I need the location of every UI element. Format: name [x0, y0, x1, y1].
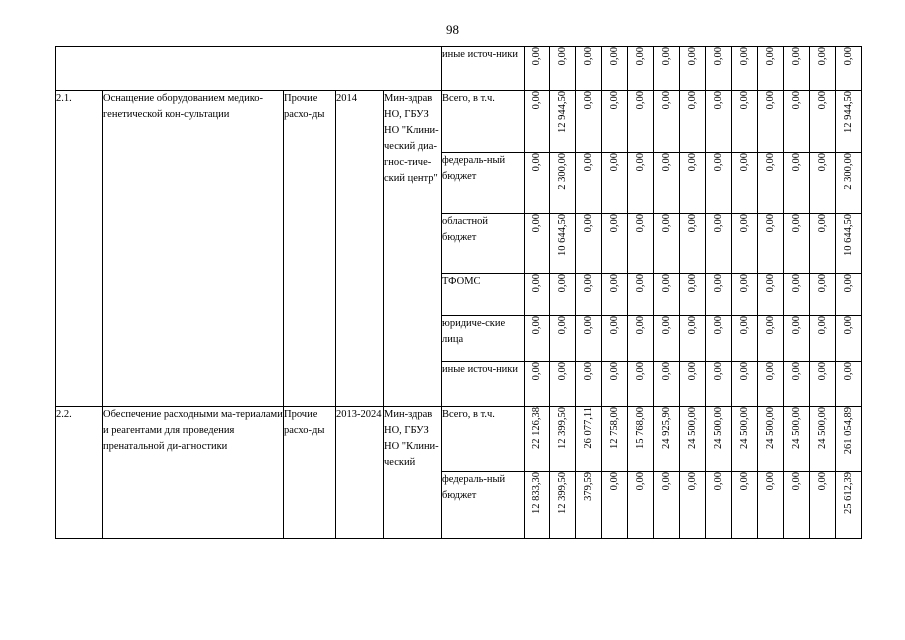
amount-cell	[732, 316, 758, 362]
amount-cell	[758, 316, 784, 362]
amount-cell	[602, 153, 628, 214]
amount-value: 0,00	[686, 472, 698, 491]
amount-cell	[576, 47, 602, 91]
table-row	[56, 91, 862, 153]
amount-cell	[602, 407, 628, 472]
amount-value: 0,00	[608, 362, 620, 381]
amount-value: 0,00	[608, 316, 620, 335]
amount-value: 0,00	[582, 47, 594, 66]
amount-cell	[784, 362, 810, 407]
amount-cell	[706, 153, 732, 214]
amount-value: 0,00	[582, 91, 594, 110]
amount-value: 0,00	[712, 274, 724, 293]
amount-value: 0,00	[712, 153, 724, 172]
amount-cell	[706, 362, 732, 407]
amount-cell	[550, 362, 576, 407]
funding-source: иные источ-ники	[442, 47, 525, 91]
amount-value: 24 500,00	[764, 407, 776, 449]
item-name: Оснащение оборудованием медико-генетической кон-сультации	[103, 91, 284, 407]
amount-value: 0,00	[686, 214, 698, 233]
amount-cell	[654, 362, 680, 407]
amount-cell	[654, 472, 680, 539]
amount-cell	[810, 407, 836, 472]
funding-source: федераль-ный бюджет	[442, 153, 525, 214]
amount-cell	[758, 47, 784, 91]
amount-value: 0,00	[634, 153, 646, 172]
amount-cell	[525, 153, 550, 214]
amount-value: 12 944,50	[556, 91, 568, 133]
amount-value: 0,00	[816, 47, 828, 66]
amount-cell	[654, 316, 680, 362]
amount-cell	[654, 47, 680, 91]
amount-value: 0,00	[816, 472, 828, 491]
amount-cell	[525, 407, 550, 472]
amount-value: 0,00	[738, 274, 750, 293]
amount-cell	[550, 153, 576, 214]
amount-value: 0,00	[816, 91, 828, 110]
amount-cell	[836, 47, 862, 91]
amount-cell	[706, 472, 732, 539]
amount-cell	[602, 274, 628, 316]
amount-value: 0,00	[842, 316, 854, 335]
amount-cell	[576, 472, 602, 539]
amount-cell	[550, 472, 576, 539]
amount-value: 0,00	[634, 472, 646, 491]
amount-cell	[836, 91, 862, 153]
amount-cell	[576, 362, 602, 407]
amount-cell	[836, 362, 862, 407]
amount-cell	[525, 47, 550, 91]
amount-cell	[680, 316, 706, 362]
amount-value: 0,00	[738, 362, 750, 381]
amount-cell	[732, 47, 758, 91]
amount-cell	[784, 214, 810, 274]
amount-cell	[680, 274, 706, 316]
amount-cell	[680, 47, 706, 91]
amount-value: 0,00	[816, 274, 828, 293]
amount-cell	[732, 407, 758, 472]
amount-cell	[758, 407, 784, 472]
amount-cell	[758, 91, 784, 153]
amount-value: 0,00	[660, 472, 672, 491]
item-name: Обеспечение расходными ма-териалами и реагентами для проведения пренатальной ди-агностики	[103, 407, 284, 539]
amount-cell	[525, 274, 550, 316]
amount-cell	[810, 47, 836, 91]
amount-value: 0,00	[790, 316, 802, 335]
amount-cell	[628, 362, 654, 407]
amount-value: 0,00	[531, 214, 542, 233]
amount-cell	[706, 316, 732, 362]
amount-value: 0,00	[634, 47, 646, 66]
executor: Мин-здрав НО, ГБУЗ НО "Клини-ческий диа-гнос-тиче-ский центр"	[384, 91, 442, 407]
amount-value: 0,00	[634, 362, 646, 381]
amount-cell	[550, 214, 576, 274]
amount-value: 0,00	[582, 153, 594, 172]
amount-cell	[732, 214, 758, 274]
amount-cell	[706, 47, 732, 91]
amount-value: 24 925,90	[660, 407, 672, 449]
implementation-period: 2014	[336, 91, 384, 407]
amount-value: 0,00	[634, 274, 646, 293]
amount-value: 0,00	[556, 316, 568, 335]
amount-value: 0,00	[842, 274, 854, 293]
amount-cell	[525, 316, 550, 362]
amount-cell	[836, 472, 862, 539]
amount-cell	[758, 362, 784, 407]
amount-cell	[550, 316, 576, 362]
amount-cell	[654, 274, 680, 316]
amount-cell	[836, 316, 862, 362]
amount-cell	[758, 153, 784, 214]
amount-cell	[628, 407, 654, 472]
amount-cell	[706, 214, 732, 274]
amount-cell	[576, 214, 602, 274]
amount-cell	[602, 362, 628, 407]
amount-value: 12 833,30	[531, 472, 542, 514]
amount-value: 0,00	[634, 91, 646, 110]
executor: Мин-здрав НО, ГБУЗ НО "Клини-ческий	[384, 407, 442, 539]
amount-value: 2 300,00	[556, 153, 568, 190]
funding-source: юридиче-ские лица	[442, 316, 525, 362]
amount-cell	[784, 407, 810, 472]
amount-value: 12 399,50	[556, 407, 568, 449]
amount-value: 0,00	[660, 47, 672, 66]
amount-value: 0,00	[531, 274, 542, 293]
item-code: 2.1.	[56, 91, 103, 407]
amount-value: 2 300,00	[842, 153, 854, 190]
amount-cell	[628, 472, 654, 539]
amount-value: 0,00	[764, 316, 776, 335]
amount-value: 0,00	[582, 362, 594, 381]
amount-value: 0,00	[556, 362, 568, 381]
amount-value: 12 758,00	[608, 407, 620, 449]
amount-value: 24 500,00	[712, 407, 724, 449]
amount-value: 0,00	[660, 362, 672, 381]
amount-value: 0,00	[738, 47, 750, 66]
amount-value: 0,00	[738, 91, 750, 110]
item-code: 2.2.	[56, 407, 103, 539]
amount-cell	[784, 47, 810, 91]
amount-value: 0,00	[531, 91, 542, 110]
amount-value: 0,00	[816, 153, 828, 172]
amount-cell	[784, 472, 810, 539]
amount-cell	[680, 153, 706, 214]
amount-cell	[550, 47, 576, 91]
amount-cell	[732, 472, 758, 539]
amount-value: 0,00	[608, 214, 620, 233]
amount-value: 0,00	[790, 214, 802, 233]
amount-value: 0,00	[686, 274, 698, 293]
amount-value: 0,00	[764, 362, 776, 381]
amount-cell	[602, 91, 628, 153]
amount-cell	[680, 91, 706, 153]
amount-value: 0,00	[764, 47, 776, 66]
amount-value: 0,00	[790, 274, 802, 293]
amount-cell	[706, 407, 732, 472]
expense-type: Прочие расхо-ды	[284, 91, 336, 407]
amount-cell	[550, 407, 576, 472]
amount-cell	[654, 407, 680, 472]
amount-cell	[836, 214, 862, 274]
amount-value: 0,00	[738, 214, 750, 233]
amount-cell	[628, 91, 654, 153]
amount-cell	[706, 91, 732, 153]
amount-cell	[654, 214, 680, 274]
amount-cell	[576, 407, 602, 472]
amount-value: 0,00	[660, 316, 672, 335]
amount-cell	[602, 316, 628, 362]
amount-value: 0,00	[582, 274, 594, 293]
amount-cell	[732, 153, 758, 214]
amount-cell	[680, 407, 706, 472]
amount-value: 0,00	[686, 47, 698, 66]
amount-cell	[810, 274, 836, 316]
table-row	[56, 407, 862, 472]
amount-cell	[680, 472, 706, 539]
amount-cell	[576, 91, 602, 153]
amount-cell	[628, 47, 654, 91]
amount-cell	[628, 316, 654, 362]
amount-value: 0,00	[842, 362, 854, 381]
amount-value: 0,00	[608, 274, 620, 293]
amount-value: 0,00	[790, 153, 802, 172]
amount-cell	[525, 214, 550, 274]
amount-cell	[680, 214, 706, 274]
amount-cell	[810, 91, 836, 153]
amount-cell	[525, 472, 550, 539]
expense-type: Прочие расхо-ды	[284, 407, 336, 539]
amount-cell	[758, 274, 784, 316]
amount-value: 0,00	[712, 214, 724, 233]
amount-value: 0,00	[712, 472, 724, 491]
carryover-blank	[56, 47, 442, 91]
amount-value: 0,00	[816, 214, 828, 233]
amount-value: 0,00	[712, 47, 724, 66]
amount-value: 0,00	[634, 316, 646, 335]
amount-cell	[706, 274, 732, 316]
amount-cell	[628, 153, 654, 214]
amount-value: 0,00	[764, 91, 776, 110]
amount-value: 0,00	[608, 153, 620, 172]
amount-value: 379,59	[582, 472, 594, 501]
amount-cell	[836, 274, 862, 316]
amount-value: 0,00	[660, 274, 672, 293]
amount-value: 0,00	[764, 472, 776, 491]
amount-value: 0,00	[842, 47, 854, 66]
amount-value: 0,00	[660, 91, 672, 110]
amount-value: 0,00	[790, 91, 802, 110]
amount-value: 10 644,50	[842, 214, 854, 256]
amount-cell	[654, 91, 680, 153]
amount-cell	[810, 153, 836, 214]
amount-cell	[602, 47, 628, 91]
funding-source: федераль-ный бюджет	[442, 472, 525, 539]
amount-value: 0,00	[816, 316, 828, 335]
amount-value: 0,00	[608, 47, 620, 66]
amount-value: 0,00	[712, 316, 724, 335]
amount-value: 0,00	[686, 153, 698, 172]
amount-value: 0,00	[712, 91, 724, 110]
amount-value: 0,00	[790, 472, 802, 491]
amount-cell	[810, 472, 836, 539]
amount-value: 24 500,00	[686, 407, 698, 449]
amount-value: 0,00	[582, 316, 594, 335]
amount-cell	[836, 153, 862, 214]
budget-table	[55, 46, 862, 539]
amount-cell	[576, 274, 602, 316]
amount-cell	[680, 362, 706, 407]
amount-cell	[784, 274, 810, 316]
amount-cell	[732, 362, 758, 407]
funding-source: иные источ-ники	[442, 362, 525, 407]
amount-cell	[654, 153, 680, 214]
amount-value: 25 612,39	[842, 472, 854, 514]
amount-cell	[758, 472, 784, 539]
amount-value: 24 500,00	[738, 407, 750, 449]
amount-value: 0,00	[556, 274, 568, 293]
amount-value: 0,00	[686, 91, 698, 110]
amount-value: 0,00	[582, 214, 594, 233]
amount-cell	[810, 362, 836, 407]
funding-source: ТФОМС	[442, 274, 525, 316]
amount-cell	[784, 316, 810, 362]
amount-cell	[602, 214, 628, 274]
amount-value: 0,00	[608, 472, 620, 491]
amount-value: 0,00	[790, 362, 802, 381]
funding-source: Всего, в т.ч.	[442, 91, 525, 153]
amount-value: 0,00	[531, 47, 542, 66]
amount-value: 24 500,00	[816, 407, 828, 449]
amount-value: 0,00	[816, 362, 828, 381]
amount-value: 12 399,50	[556, 472, 568, 514]
amount-value: 0,00	[531, 362, 542, 381]
amount-value: 0,00	[660, 214, 672, 233]
amount-value: 0,00	[764, 274, 776, 293]
amount-value: 0,00	[790, 47, 802, 66]
amount-cell	[810, 316, 836, 362]
amount-value: 0,00	[764, 153, 776, 172]
amount-value: 24 500,00	[790, 407, 802, 449]
amount-value: 22 126,38	[531, 407, 542, 449]
amount-value: 0,00	[764, 214, 776, 233]
amount-cell	[784, 153, 810, 214]
amount-value: 0,00	[738, 153, 750, 172]
amount-cell	[628, 214, 654, 274]
amount-value: 10 644,50	[556, 214, 568, 256]
amount-value: 0,00	[531, 316, 542, 335]
amount-cell	[576, 316, 602, 362]
amount-value: 0,00	[712, 362, 724, 381]
amount-cell	[758, 214, 784, 274]
funding-source: Всего, в т.ч.	[442, 407, 525, 472]
amount-cell	[550, 91, 576, 153]
implementation-period: 2013-2024	[336, 407, 384, 539]
amount-value: 0,00	[686, 362, 698, 381]
amount-cell	[525, 362, 550, 407]
amount-value: 0,00	[738, 316, 750, 335]
amount-cell	[602, 472, 628, 539]
amount-value: 0,00	[660, 153, 672, 172]
amount-cell	[784, 91, 810, 153]
amount-cell	[732, 274, 758, 316]
amount-cell	[628, 274, 654, 316]
table-row	[56, 47, 862, 91]
amount-cell	[576, 153, 602, 214]
amount-value: 0,00	[608, 91, 620, 110]
amount-value: 0,00	[634, 214, 646, 233]
amount-value: 0,00	[686, 316, 698, 335]
amount-cell	[836, 407, 862, 472]
amount-cell	[732, 91, 758, 153]
amount-value: 0,00	[531, 153, 542, 172]
amount-value: 0,00	[738, 472, 750, 491]
amount-value: 26 077,11	[582, 407, 594, 449]
page-number: 98	[446, 22, 459, 37]
funding-source: областной бюджет	[442, 214, 525, 274]
amount-value: 12 944,50	[842, 91, 854, 133]
amount-cell	[550, 274, 576, 316]
amount-value: 0,00	[556, 47, 568, 66]
amount-cell	[525, 91, 550, 153]
amount-value: 261 054,89	[842, 407, 854, 455]
amount-value: 15 768,00	[634, 407, 646, 449]
amount-cell	[810, 214, 836, 274]
